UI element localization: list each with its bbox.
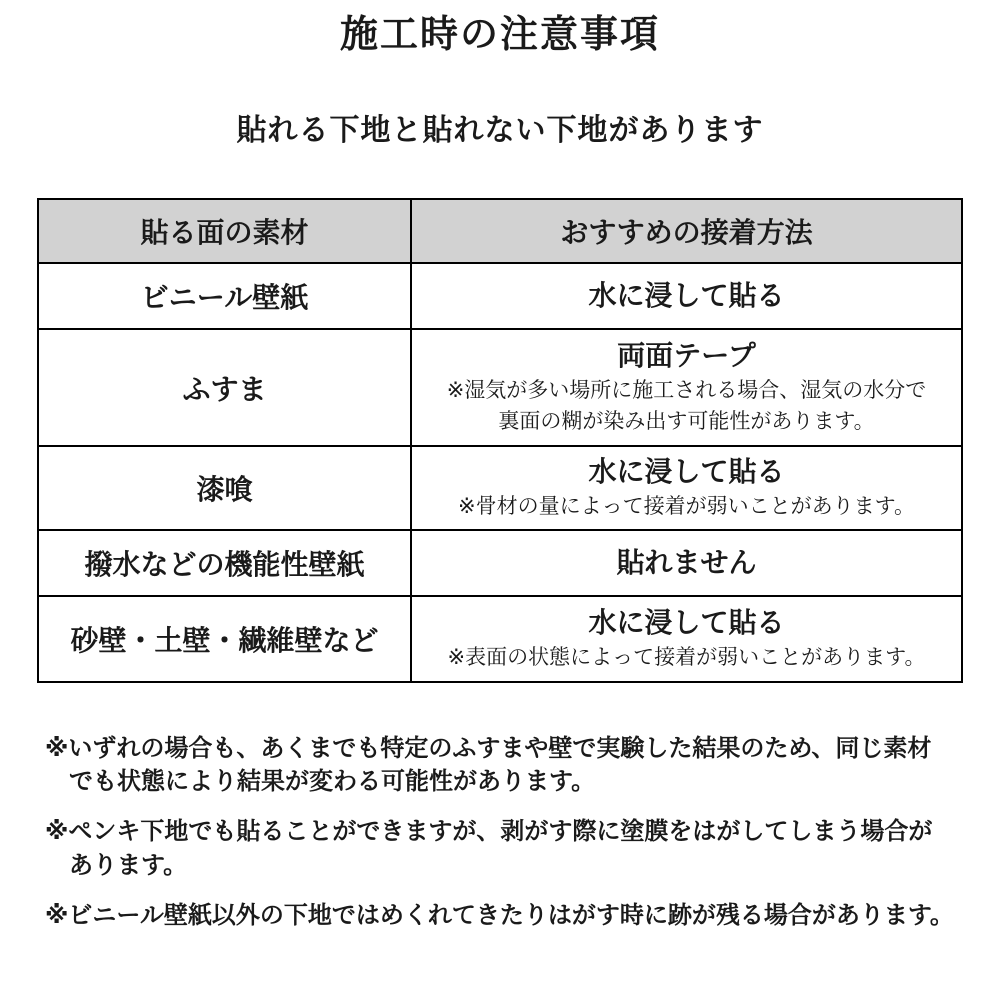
table-row bbox=[38, 596, 962, 682]
page-subtitle: 貼れる下地と貼れない下地があります bbox=[236, 113, 764, 147]
method-label: 両面テープ bbox=[617, 340, 756, 372]
table-row bbox=[38, 329, 962, 446]
table-header-row bbox=[38, 199, 962, 263]
method-label: 水に浸して貼る bbox=[588, 279, 785, 311]
method-cell bbox=[411, 446, 962, 530]
table-row bbox=[38, 446, 962, 530]
construction-notes-infographic bbox=[0, 14, 1000, 1000]
method-cell bbox=[411, 329, 962, 446]
method-note: ※表面の状態によって接着が弱いことがあります。 bbox=[447, 646, 926, 670]
footnotes bbox=[45, 732, 962, 932]
method-label: 貼れません bbox=[616, 546, 757, 578]
footnote: ※ペンキ下地でも貼ることができますが、剥がす際に塗膜をはがしてしまう場合が あります。 bbox=[45, 818, 933, 879]
material-cell: 漆喰 bbox=[38, 446, 411, 530]
method-note: ※湿気が多い場所に施工される場合、湿気の水分で 裏面の糊が染み出す可能性があります。 bbox=[446, 379, 927, 433]
column-header-method: おすすめの接着方法 bbox=[411, 199, 962, 263]
column-header-material: 貼る面の素材 bbox=[38, 199, 411, 263]
method-label: 水に浸して貼る bbox=[588, 606, 785, 638]
method-cell bbox=[411, 263, 962, 329]
method-note: ※骨材の量によって接着が弱いことがあります。 bbox=[458, 495, 915, 519]
page-title: 施工時の注意事項 bbox=[339, 14, 660, 56]
material-cell: 撥水などの機能性壁紙 bbox=[38, 530, 411, 596]
table-row bbox=[38, 263, 962, 329]
material-cell: 砂壁・土壁・繊維壁など bbox=[38, 596, 411, 682]
method-cell bbox=[411, 530, 962, 596]
footnote: ※ビニール壁紙以外の下地ではめくれてきたりはがす時に跡が残る場合があります。 bbox=[45, 901, 954, 929]
material-cell: ふすま bbox=[38, 329, 411, 446]
table-row bbox=[38, 530, 962, 596]
method-label: 水に浸して貼る bbox=[588, 455, 785, 487]
adhesion-methods-table bbox=[37, 198, 963, 683]
footnote: ※いずれの場合も、あくまでも特定のふすまや壁で実験した結果のため、同じ素材 でも状態により結果が変わる可能性があります。 bbox=[45, 735, 932, 796]
material-cell: ビニール壁紙 bbox=[38, 263, 411, 329]
method-cell bbox=[411, 596, 962, 682]
